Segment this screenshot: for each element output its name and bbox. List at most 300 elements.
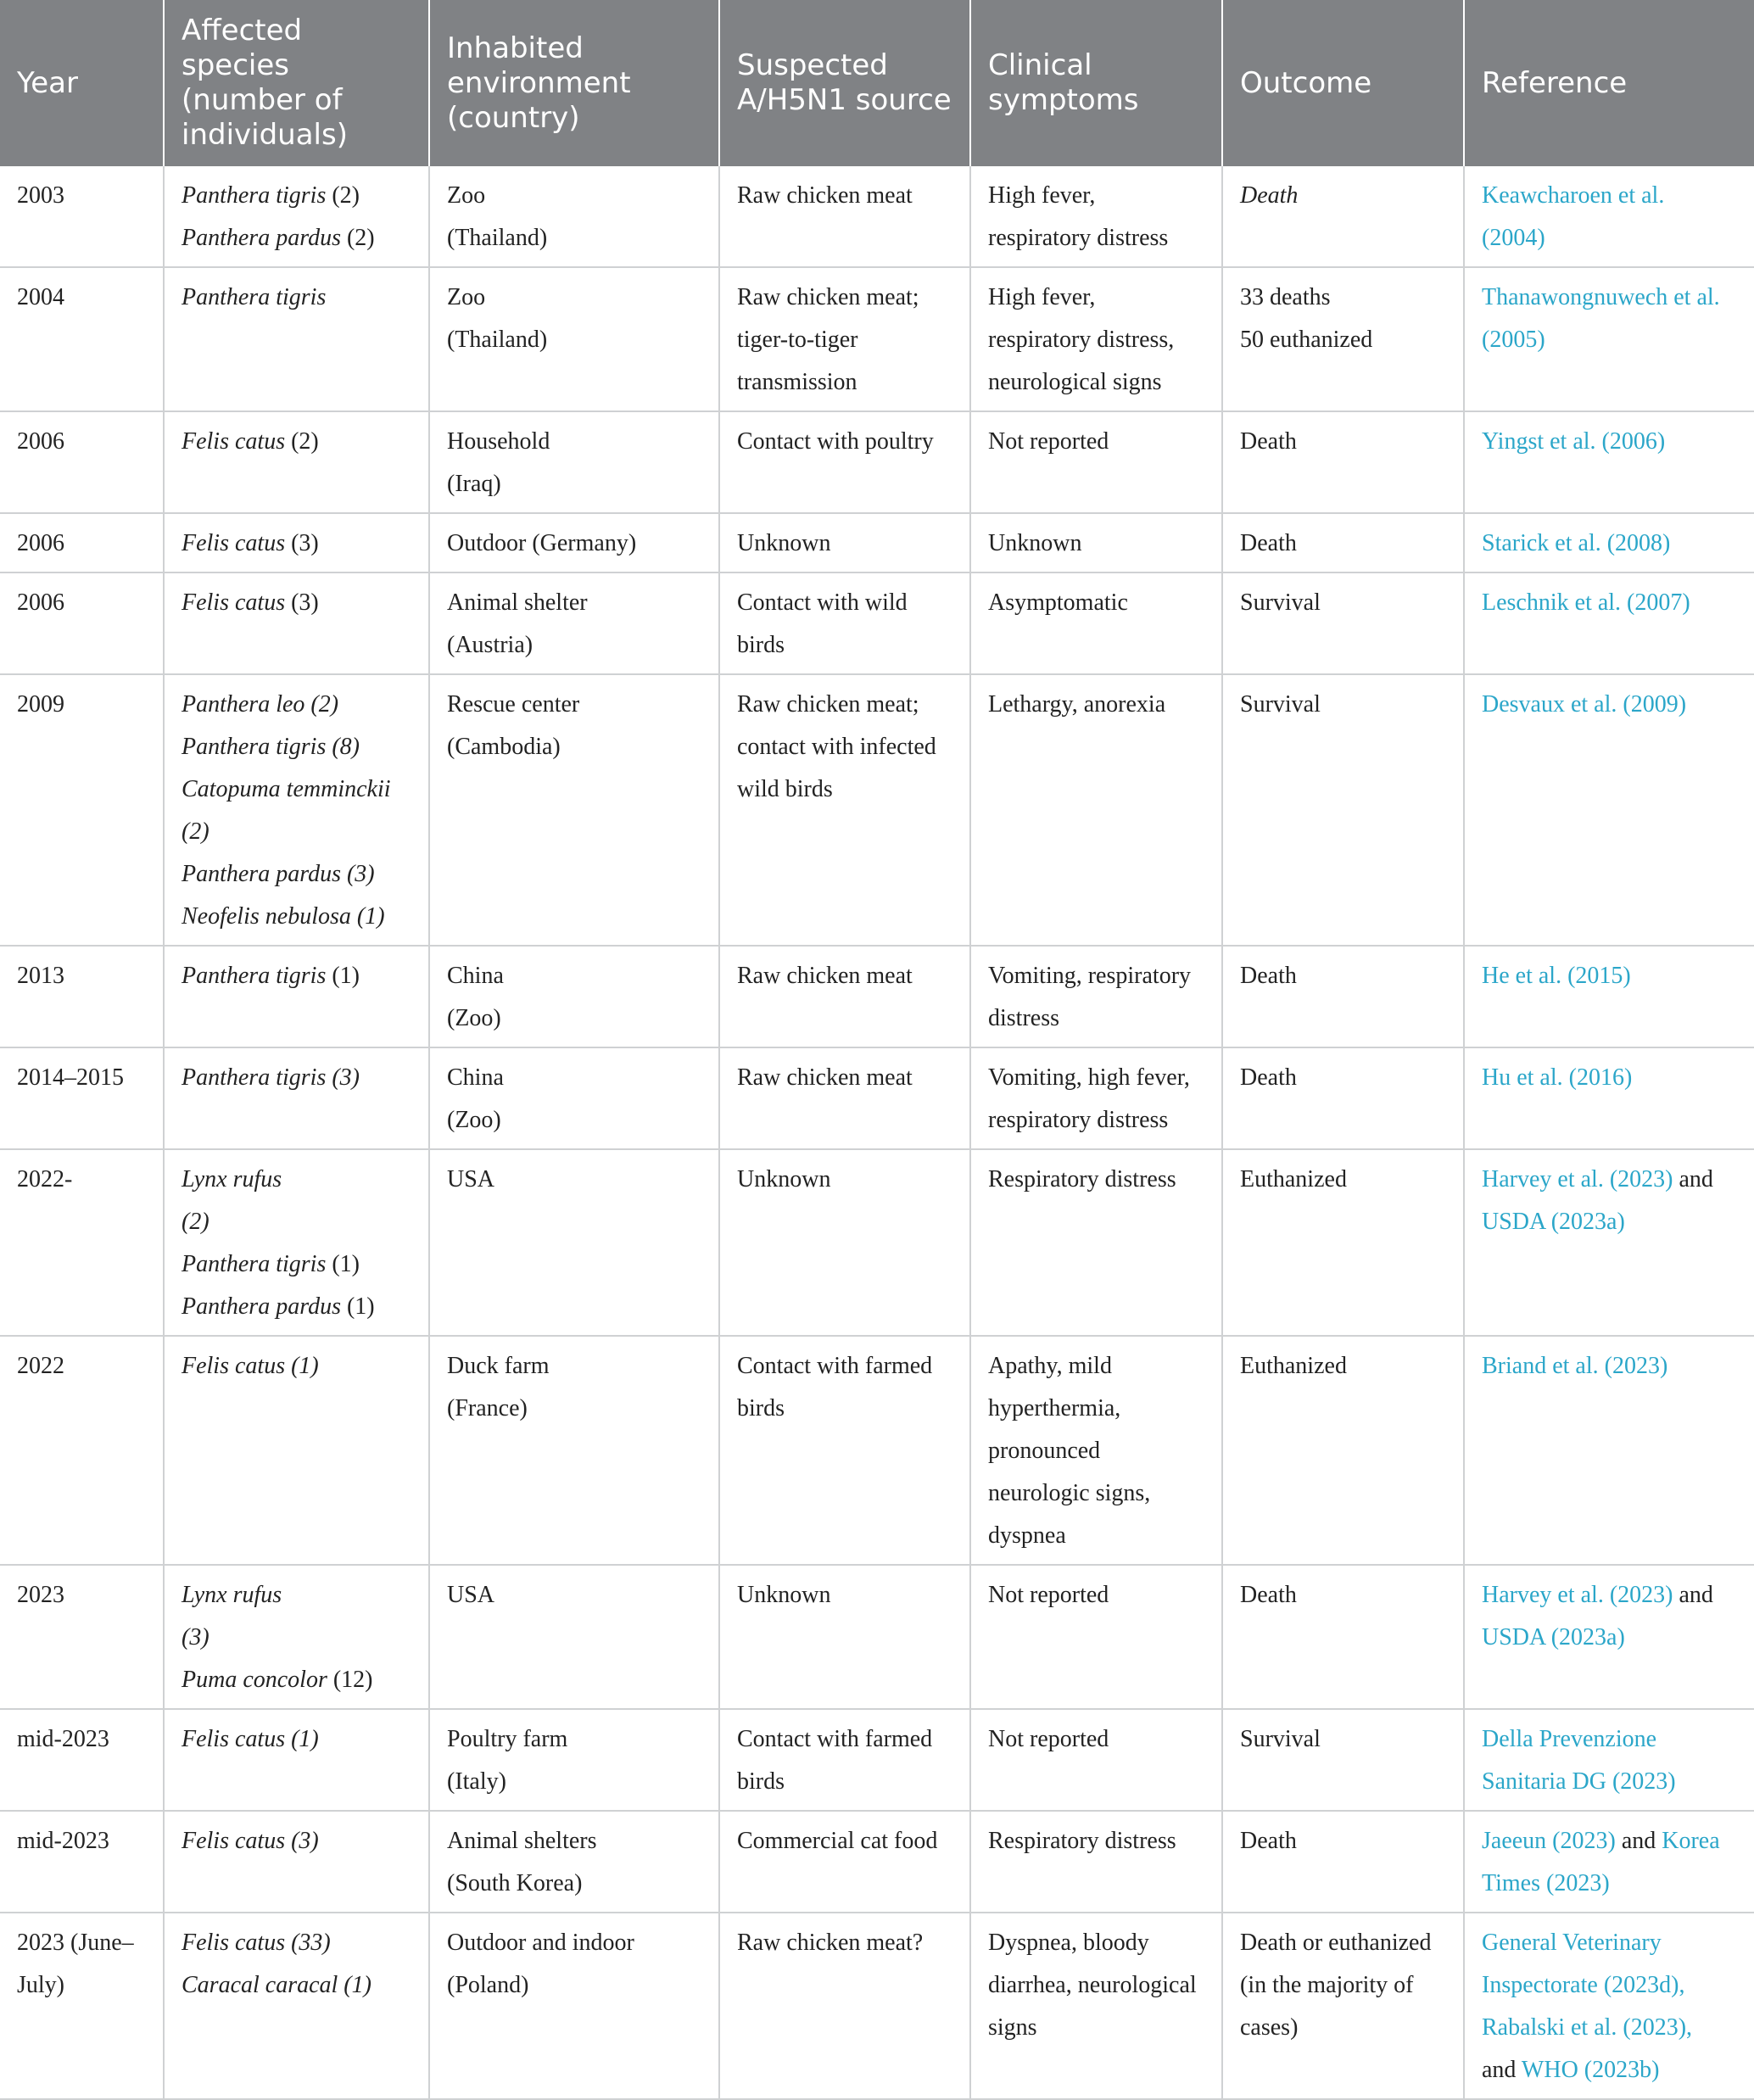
reference-link[interactable]: USDA (2023a) xyxy=(1482,1624,1625,1650)
symptoms-cell xyxy=(970,674,1222,946)
text-segment: Death xyxy=(1240,1064,1297,1091)
reference-link[interactable]: Harvey et al. (2023) xyxy=(1482,1582,1673,1608)
species-line xyxy=(182,811,411,853)
year-line: 2003 xyxy=(17,182,64,209)
text-segment: Survival xyxy=(1240,1726,1321,1752)
species-name: Death xyxy=(1240,182,1299,209)
year-cell xyxy=(0,674,164,946)
symptoms-cell xyxy=(970,1336,1222,1565)
reference-link[interactable]: Harvey et al. (2023) xyxy=(1482,1166,1673,1192)
year-cell xyxy=(0,946,164,1047)
reference-line xyxy=(1482,1159,1737,1201)
text-segment: (2) xyxy=(326,182,360,209)
reference-link[interactable]: Keawcharoen et al. xyxy=(1482,182,1665,209)
species-line xyxy=(182,421,411,463)
source-cell xyxy=(719,1709,970,1811)
year-line: 2004 xyxy=(17,284,64,310)
environment-line: Outdoor and indoor xyxy=(447,1930,634,1956)
reference-line xyxy=(1482,1201,1737,1243)
species-cell xyxy=(164,674,429,946)
reference-link[interactable]: Inspectorate (2023d), xyxy=(1482,1972,1685,1998)
table-row xyxy=(0,1149,1754,1336)
source-cell xyxy=(719,1565,970,1709)
species-name: Felis catus (1) xyxy=(182,1353,319,1379)
year-line: 2006 xyxy=(17,530,64,556)
reference-line xyxy=(1482,1964,1737,2007)
reference-line xyxy=(1482,1617,1737,1659)
environment-line: (Thailand) xyxy=(447,225,548,251)
reference-cell xyxy=(1464,1336,1754,1565)
reference-line xyxy=(1482,2049,1737,2092)
year-line: 2023 (June– xyxy=(17,1930,134,1956)
symptoms-line: High fever, xyxy=(988,284,1096,310)
environment-cell xyxy=(429,1047,719,1149)
table-row xyxy=(0,1811,1754,1913)
outcome-cell xyxy=(1222,1336,1464,1565)
year-line: 2023 xyxy=(17,1582,64,1608)
species-line xyxy=(182,955,411,997)
year-line: 2006 xyxy=(17,589,64,616)
source-line: Raw chicken meat xyxy=(737,182,913,209)
species-line xyxy=(182,1286,411,1328)
text-segment: (2) xyxy=(340,225,375,251)
year-line: 2022 xyxy=(17,1353,64,1379)
species-line xyxy=(182,1057,411,1099)
environment-line: USA xyxy=(447,1582,495,1608)
species-name: Felis catus (3) xyxy=(182,1828,319,1854)
species-cell xyxy=(164,1047,429,1149)
environment-cell xyxy=(429,267,719,411)
outcome-cell xyxy=(1222,411,1464,513)
year-cell xyxy=(0,572,164,674)
species-line xyxy=(182,217,411,260)
outcome-cell xyxy=(1222,1047,1464,1149)
source-line: contact with infected xyxy=(737,734,936,760)
header-symptoms: Clinical symptoms xyxy=(970,0,1222,166)
source-line: tiger-to-tiger xyxy=(737,327,858,353)
text-segment: (3) xyxy=(285,589,319,616)
environment-line: China xyxy=(447,1064,504,1091)
species-line xyxy=(182,684,411,726)
source-line: Unknown xyxy=(737,530,831,556)
text-segment: (1) xyxy=(326,1251,360,1277)
environment-line: (Cambodia) xyxy=(447,734,561,760)
outcome-line xyxy=(1240,1057,1446,1099)
symptoms-line: Not reported xyxy=(988,1582,1109,1608)
header-reference: Reference xyxy=(1464,0,1754,166)
symptoms-line: Asymptomatic xyxy=(988,589,1128,616)
text-segment: Survival xyxy=(1240,589,1321,616)
reference-cell xyxy=(1464,1149,1754,1336)
source-line: birds xyxy=(737,632,785,658)
species-cell xyxy=(164,1709,429,1811)
species-line xyxy=(182,896,411,938)
source-cell xyxy=(719,513,970,572)
reference-cell xyxy=(1464,1811,1754,1913)
source-cell xyxy=(719,1336,970,1565)
source-line: Unknown xyxy=(737,1582,831,1608)
text-segment: (3) xyxy=(285,530,319,556)
environment-cell xyxy=(429,166,719,267)
environment-line: (Austria) xyxy=(447,632,533,658)
reference-line xyxy=(1482,2007,1737,2049)
symptoms-line: dyspnea xyxy=(988,1522,1066,1549)
outcome-cell xyxy=(1222,674,1464,946)
symptoms-line: Not reported xyxy=(988,1726,1109,1752)
species-line xyxy=(182,1659,411,1701)
outcome-line xyxy=(1240,522,1446,565)
outcome-line xyxy=(1240,1922,1446,1964)
reference-line xyxy=(1482,582,1737,624)
environment-line: (Thailand) xyxy=(447,327,548,353)
symptoms-cell xyxy=(970,1913,1222,2099)
reference-cell xyxy=(1464,946,1754,1047)
year-line: mid-2023 xyxy=(17,1726,109,1752)
source-line: Contact with poultry xyxy=(737,428,934,455)
text-segment: and xyxy=(1615,1828,1662,1854)
outcome-cell xyxy=(1222,166,1464,267)
table-row xyxy=(0,1047,1754,1149)
reference-link[interactable]: Leschnik et al. (2007) xyxy=(1482,589,1690,616)
reference-line xyxy=(1482,276,1737,319)
symptoms-cell xyxy=(970,1047,1222,1149)
species-name: Felis catus (33) xyxy=(182,1930,331,1956)
source-cell xyxy=(719,674,970,946)
species-line xyxy=(182,1243,411,1286)
header-environment: Inhabited environment (country) xyxy=(429,0,719,166)
reference-line xyxy=(1482,1761,1737,1803)
reference-link[interactable]: General Veterinary xyxy=(1482,1930,1662,1956)
source-line: Raw chicken meat; xyxy=(737,691,919,718)
symptoms-cell xyxy=(970,1149,1222,1336)
table-row xyxy=(0,1565,1754,1709)
reference-cell xyxy=(1464,513,1754,572)
species-cell xyxy=(164,1565,429,1709)
text-segment: cases) xyxy=(1240,2014,1299,2041)
header-year: Year xyxy=(0,0,164,166)
year-cell xyxy=(0,1336,164,1565)
reference-cell xyxy=(1464,674,1754,946)
table-row xyxy=(0,946,1754,1047)
species-cell xyxy=(164,1913,429,2099)
environment-cell xyxy=(429,1913,719,2099)
symptoms-line: pronounced xyxy=(988,1438,1101,1464)
table-row xyxy=(0,513,1754,572)
year-line: 2006 xyxy=(17,428,64,455)
reference-cell xyxy=(1464,1565,1754,1709)
environment-line: China xyxy=(447,963,504,989)
text-segment: and xyxy=(1482,2057,1522,2083)
source-line: Raw chicken meat xyxy=(737,963,913,989)
year-line: mid-2023 xyxy=(17,1828,109,1854)
species-name: Lynx rufus xyxy=(182,1166,282,1192)
table-row xyxy=(0,411,1754,513)
reference-line xyxy=(1482,1718,1737,1761)
text-segment: 33 deaths xyxy=(1240,284,1331,310)
species-line xyxy=(182,1820,411,1863)
source-cell xyxy=(719,411,970,513)
species-name: Panthera tigris xyxy=(182,284,327,310)
reference-link[interactable]: Briand et al. (2023) xyxy=(1482,1353,1668,1379)
species-line xyxy=(182,853,411,896)
environment-line: Animal shelter xyxy=(447,589,588,616)
reference-link[interactable]: (2005) xyxy=(1482,327,1545,353)
reference-link[interactable]: He et al. (2015) xyxy=(1482,963,1631,989)
reference-line xyxy=(1482,1057,1737,1099)
symptoms-line: respiratory distress xyxy=(988,1107,1169,1133)
outcome-cell xyxy=(1222,572,1464,674)
year-cell xyxy=(0,1709,164,1811)
year-cell xyxy=(0,1811,164,1913)
reference-cell xyxy=(1464,1709,1754,1811)
year-cell xyxy=(0,411,164,513)
text-segment: Death xyxy=(1240,530,1297,556)
environment-line: (Iraq) xyxy=(447,471,501,497)
reference-line xyxy=(1482,1922,1737,1964)
year-line: July) xyxy=(17,1972,64,1998)
source-line: Raw chicken meat? xyxy=(737,1930,924,1956)
year-cell xyxy=(0,513,164,572)
outcome-cell xyxy=(1222,267,1464,411)
reference-link[interactable]: Rabalski et al. (2023), xyxy=(1482,2014,1693,2041)
reference-cell xyxy=(1464,1913,1754,2099)
environment-line: Outdoor (Germany) xyxy=(447,530,637,556)
species-name: Panthera pardus xyxy=(182,1293,341,1320)
reference-link[interactable]: (2004) xyxy=(1482,225,1545,251)
symptoms-line: Unknown xyxy=(988,530,1082,556)
environment-line: (South Korea) xyxy=(447,1870,583,1896)
source-line: Raw chicken meat; xyxy=(737,284,919,310)
year-cell xyxy=(0,166,164,267)
symptoms-cell xyxy=(970,1565,1222,1709)
symptoms-line: Respiratory distress xyxy=(988,1828,1176,1854)
environment-line: (Italy) xyxy=(447,1768,506,1795)
year-line: 2022- xyxy=(17,1166,73,1192)
outcome-line xyxy=(1240,276,1446,319)
species-name: Panthera tigris xyxy=(182,963,327,989)
source-line: wild birds xyxy=(737,776,833,802)
symptoms-cell xyxy=(970,1811,1222,1913)
outcome-line xyxy=(1240,1718,1446,1761)
environment-line: Poultry farm xyxy=(447,1726,568,1752)
text-segment: (1) xyxy=(340,1293,375,1320)
symptoms-line: Not reported xyxy=(988,428,1109,455)
species-name: Felis catus (1) xyxy=(182,1726,319,1752)
reference-link[interactable]: WHO (2023b) xyxy=(1521,2057,1660,2083)
species-name: (2) xyxy=(182,818,209,845)
symptoms-line: High fever, xyxy=(988,182,1096,209)
reference-cell xyxy=(1464,1047,1754,1149)
table-row xyxy=(0,1336,1754,1565)
outcome-line xyxy=(1240,421,1446,463)
symptoms-line: signs xyxy=(988,2014,1037,2041)
year-line: 2013 xyxy=(17,963,64,989)
reference-link[interactable]: Korea xyxy=(1662,1828,1720,1854)
species-line xyxy=(182,1718,411,1761)
table-body xyxy=(0,166,1754,2099)
environment-cell xyxy=(429,1811,719,1913)
species-line xyxy=(182,582,411,624)
table-row xyxy=(0,572,1754,674)
species-cell xyxy=(164,411,429,513)
species-cell xyxy=(164,1811,429,1913)
text-segment: Death xyxy=(1240,428,1297,455)
table-row xyxy=(0,166,1754,267)
symptoms-cell xyxy=(970,572,1222,674)
species-name: Panthera pardus xyxy=(182,225,341,251)
outcome-cell xyxy=(1222,1811,1464,1913)
table-row xyxy=(0,267,1754,411)
outcome-line xyxy=(1240,955,1446,997)
species-cell xyxy=(164,267,429,411)
reference-line xyxy=(1482,1820,1737,1863)
reference-link[interactable]: Yingst et al. (2006) xyxy=(1482,428,1666,455)
text-segment: and xyxy=(1673,1166,1713,1192)
year-cell xyxy=(0,1913,164,2099)
symptoms-line: respiratory distress xyxy=(988,225,1169,251)
outcome-line xyxy=(1240,1820,1446,1863)
text-segment: (in the majority of xyxy=(1240,1972,1414,1998)
species-cell xyxy=(164,1336,429,1565)
reference-link[interactable]: Times (2023) xyxy=(1482,1870,1610,1896)
species-name: Panthera leo (2) xyxy=(182,691,339,718)
species-name: Panthera tigris (3) xyxy=(182,1064,360,1091)
species-cell xyxy=(164,513,429,572)
environment-cell xyxy=(429,674,719,946)
symptoms-line: Apathy, mild xyxy=(988,1353,1112,1379)
text-segment: (12) xyxy=(327,1667,373,1693)
outcome-cell xyxy=(1222,946,1464,1047)
environment-cell xyxy=(429,1565,719,1709)
environment-line: (France) xyxy=(447,1395,528,1421)
species-line xyxy=(182,175,411,217)
species-name: Felis catus xyxy=(182,530,286,556)
species-cell xyxy=(164,1149,429,1336)
header-row xyxy=(0,0,1754,166)
species-name: (2) xyxy=(182,1209,209,1235)
symptoms-cell xyxy=(970,513,1222,572)
species-name: Felis catus xyxy=(182,428,286,455)
species-cell xyxy=(164,946,429,1047)
year-cell xyxy=(0,267,164,411)
reference-line xyxy=(1482,1574,1737,1617)
symptoms-cell xyxy=(970,1709,1222,1811)
reference-link[interactable]: Sanitaria DG (2023) xyxy=(1482,1768,1676,1795)
symptoms-line: Vomiting, respiratory xyxy=(988,963,1192,989)
reference-line xyxy=(1482,1345,1737,1388)
year-line: 2009 xyxy=(17,691,64,718)
species-line xyxy=(182,1964,411,2007)
species-line xyxy=(182,1159,411,1201)
text-segment: Euthanized xyxy=(1240,1353,1347,1379)
reference-link[interactable]: Thanawongnuwech et al. xyxy=(1482,284,1720,310)
table-row xyxy=(0,674,1754,946)
header-species: Affected species (number of individuals) xyxy=(164,0,429,166)
text-segment: Death xyxy=(1240,1828,1297,1854)
species-line xyxy=(182,1201,411,1243)
reference-link[interactable]: Desvaux et al. (2009) xyxy=(1482,691,1687,718)
environment-line: Duck farm xyxy=(447,1353,550,1379)
environment-cell xyxy=(429,1709,719,1811)
environment-line: (Zoo) xyxy=(447,1005,501,1031)
source-cell xyxy=(719,1047,970,1149)
environment-cell xyxy=(429,1336,719,1565)
table-row xyxy=(0,1913,1754,2099)
outcome-line xyxy=(1240,2007,1446,2049)
species-line xyxy=(182,1345,411,1388)
source-line: Unknown xyxy=(737,1166,831,1192)
header-source: Suspected A/H5N1 source xyxy=(719,0,970,166)
symptoms-cell xyxy=(970,946,1222,1047)
outcome-line xyxy=(1240,684,1446,726)
reference-line xyxy=(1482,955,1737,997)
source-cell xyxy=(719,1149,970,1336)
environment-line: (Zoo) xyxy=(447,1107,501,1133)
source-line: Commercial cat food xyxy=(737,1828,938,1854)
symptoms-line: Lethargy, anorexia xyxy=(988,691,1166,718)
source-line: transmission xyxy=(737,369,857,395)
species-line xyxy=(182,726,411,768)
reference-link[interactable]: Starick et al. (2008) xyxy=(1482,530,1671,556)
species-name: (3) xyxy=(182,1624,209,1650)
species-name: Caracal caracal (1) xyxy=(182,1972,371,1998)
symptoms-line: neurologic signs, xyxy=(988,1480,1151,1506)
environment-line: (Poland) xyxy=(447,1972,529,1998)
reference-link[interactable]: USDA (2023a) xyxy=(1482,1209,1625,1235)
outcome-cell xyxy=(1222,1709,1464,1811)
reference-line xyxy=(1482,217,1737,260)
species-name: Panthera tigris (8) xyxy=(182,734,360,760)
species-cell xyxy=(164,166,429,267)
reference-cell xyxy=(1464,166,1754,267)
reference-link[interactable]: Della Prevenzione xyxy=(1482,1726,1657,1752)
reference-link[interactable]: Jaeeun (2023) xyxy=(1482,1828,1616,1854)
environment-line: Zoo xyxy=(447,182,486,209)
species-name: Felis catus xyxy=(182,589,286,616)
species-line xyxy=(182,1617,411,1659)
text-segment: Death xyxy=(1240,963,1297,989)
symptoms-line: Respiratory distress xyxy=(988,1166,1176,1192)
symptoms-line: distress xyxy=(988,1005,1059,1031)
reference-cell xyxy=(1464,411,1754,513)
reference-link[interactable]: Hu et al. (2016) xyxy=(1482,1064,1633,1091)
table-row xyxy=(0,1709,1754,1811)
text-segment: (2) xyxy=(285,428,319,455)
symptoms-line: respiratory distress, xyxy=(988,327,1175,353)
species-name: Lynx rufus xyxy=(182,1582,282,1608)
species-line xyxy=(182,768,411,811)
outcome-cell xyxy=(1222,513,1464,572)
symptoms-line: neurological signs xyxy=(988,369,1162,395)
environment-cell xyxy=(429,411,719,513)
reference-line xyxy=(1482,1863,1737,1905)
symptoms-line: diarrhea, neurological xyxy=(988,1972,1197,1998)
outcome-line xyxy=(1240,1345,1446,1388)
header-outcome: Outcome xyxy=(1222,0,1464,166)
environment-line: Household xyxy=(447,428,550,455)
source-cell xyxy=(719,166,970,267)
source-line: birds xyxy=(737,1768,785,1795)
outcome-line xyxy=(1240,1964,1446,2007)
environment-cell xyxy=(429,1149,719,1336)
environment-line: Animal shelters xyxy=(447,1828,597,1854)
source-cell xyxy=(719,1811,970,1913)
species-name: Panthera pardus (3) xyxy=(182,861,375,887)
outcome-line xyxy=(1240,319,1446,361)
outcome-cell xyxy=(1222,1565,1464,1709)
source-line: birds xyxy=(737,1395,785,1421)
symptoms-cell xyxy=(970,166,1222,267)
